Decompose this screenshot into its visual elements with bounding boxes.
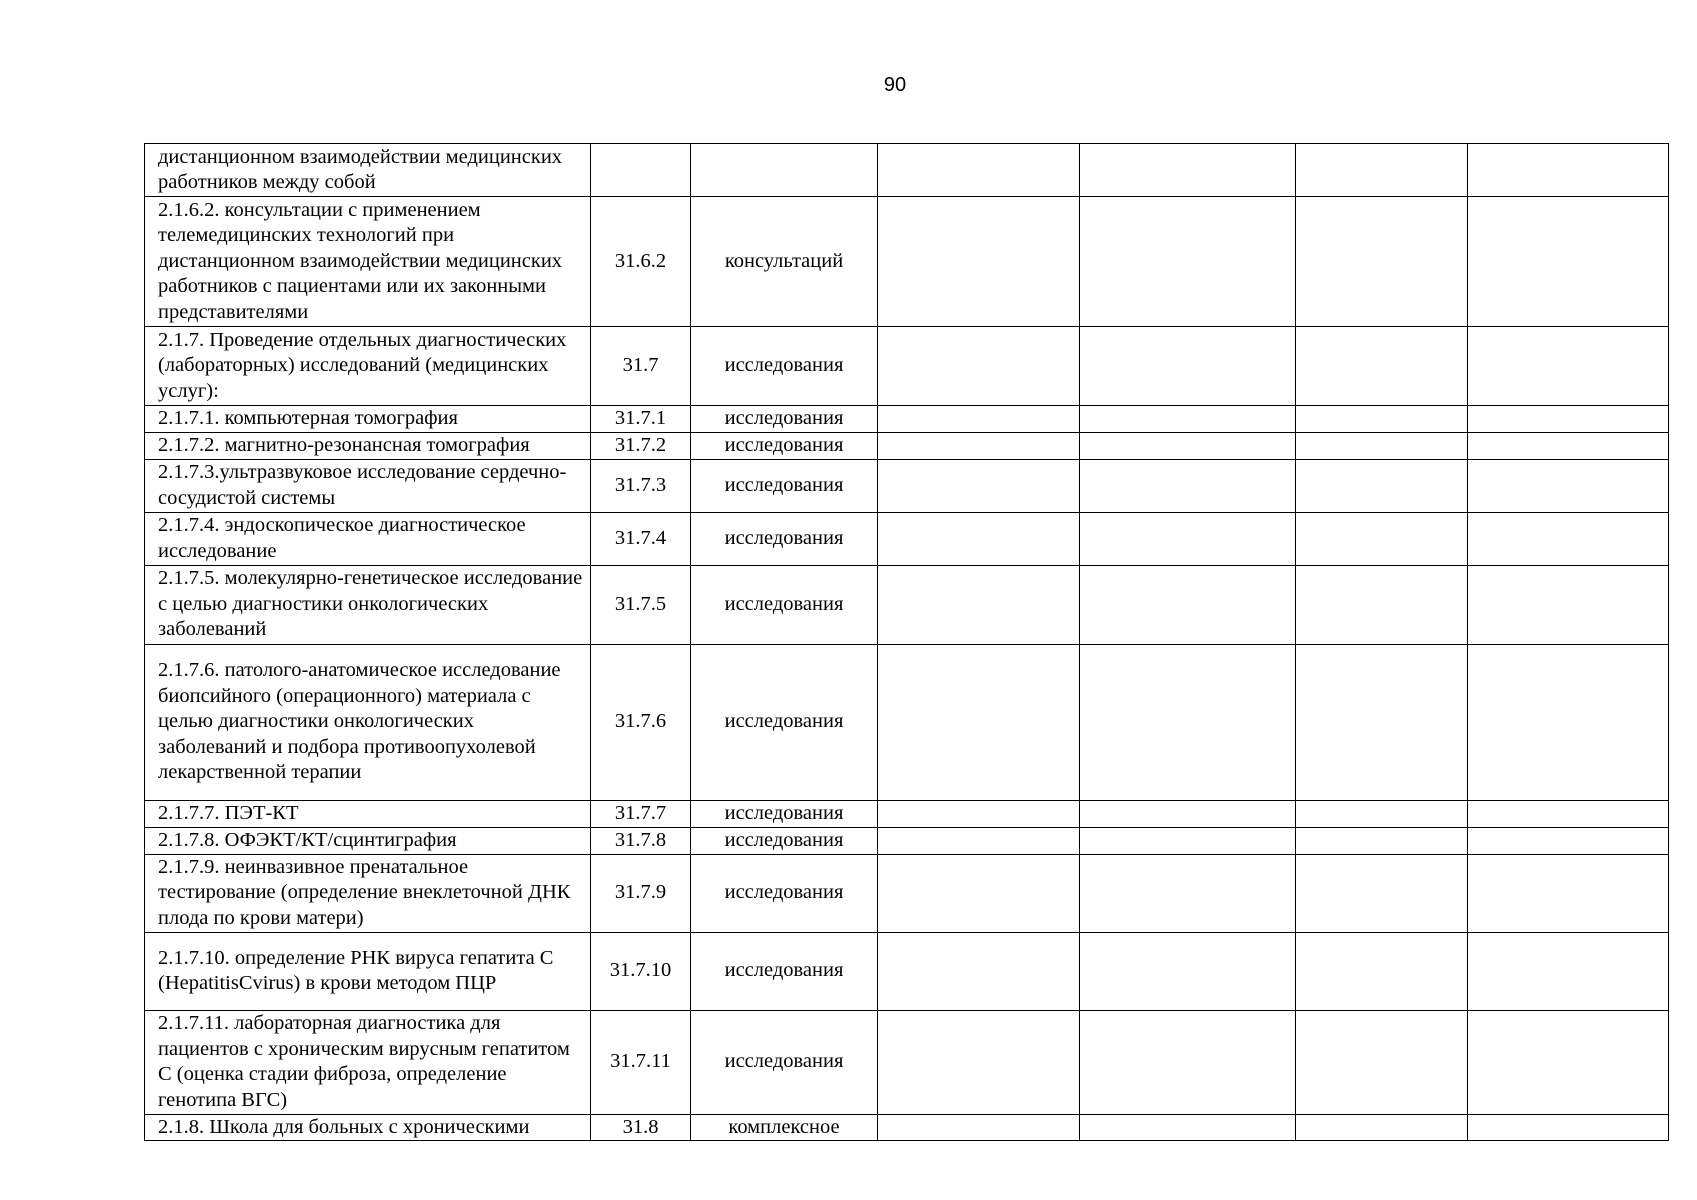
empty-cell [1296, 854, 1468, 932]
empty-cell [878, 565, 1080, 644]
service-name-cell: 2.1.7. Проведение отдельных диагностических (лабораторных) исследований (медицинских услуг): [145, 327, 591, 406]
empty-cell [1296, 433, 1468, 460]
service-code-cell: 31.6.2 [591, 197, 691, 327]
empty-cell [878, 433, 1080, 460]
empty-cell [1080, 565, 1296, 644]
empty-cell [1296, 565, 1468, 644]
empty-cell [1080, 197, 1296, 327]
empty-cell [1296, 932, 1468, 1010]
empty-cell [1296, 406, 1468, 433]
table-row [145, 644, 1669, 800]
empty-cell [1296, 800, 1468, 827]
service-code-cell: 31.7.2 [591, 433, 691, 460]
service-name-cell: 2.1.7.8. ОФЭКТ/КТ/сцинтиграфия [145, 827, 591, 854]
unit-cell: исследования [691, 406, 878, 433]
service-name-cell: 2.1.8. Школа для больных с хроническими [145, 1114, 591, 1141]
service-name-cell: 2.1.7.11. лабораторная диагностика для пациентов с хроническим вирусным гепатитом С (оценка стадии фиброза, определение генотипа ВГС) [145, 1010, 591, 1114]
unit-cell: исследования [691, 459, 878, 512]
service-code-cell: 31.7.3 [591, 459, 691, 512]
empty-cell [878, 1114, 1080, 1141]
service-name-cell: 2.1.7.10. определение РНК вируса гепатита С (HepatitisCvirus) в крови методом ПЦР [145, 932, 591, 1010]
table-row [145, 1010, 1669, 1114]
empty-cell [878, 144, 1080, 197]
empty-cell [1296, 459, 1468, 512]
empty-cell [878, 459, 1080, 512]
empty-cell [878, 644, 1080, 800]
empty-cell [1296, 644, 1468, 800]
empty-cell [1080, 854, 1296, 932]
unit-cell: исследования [691, 565, 878, 644]
unit-cell: исследования [691, 512, 878, 565]
service-name-cell: 2.1.6.2. консультации с применением телемедицинских технологий при дистанционном взаимодействии медицинских работников с пациентами или их законными представителями [145, 197, 591, 327]
table-row [145, 854, 1669, 932]
service-code-cell: 31.7.9 [591, 854, 691, 932]
service-code-cell: 31.7.6 [591, 644, 691, 800]
empty-cell [1080, 406, 1296, 433]
empty-cell [1080, 1114, 1296, 1141]
empty-cell [1080, 800, 1296, 827]
empty-cell [1080, 459, 1296, 512]
service-code-cell: 31.7.10 [591, 932, 691, 1010]
table-row [145, 459, 1669, 512]
empty-cell [1468, 144, 1669, 197]
empty-cell [878, 327, 1080, 406]
empty-cell [878, 1010, 1080, 1114]
empty-cell [1468, 932, 1669, 1010]
table-row [145, 1114, 1669, 1141]
empty-cell [1468, 1010, 1669, 1114]
empty-cell [1296, 512, 1468, 565]
empty-cell [1080, 1010, 1296, 1114]
empty-cell [878, 197, 1080, 327]
service-name-cell: дистанционном взаимодействии медицинских работников между собой [145, 144, 591, 197]
service-code-cell: 31.7.8 [591, 827, 691, 854]
unit-cell: исследования [691, 644, 878, 800]
empty-cell [1468, 644, 1669, 800]
service-code-cell: 31.7.1 [591, 406, 691, 433]
service-name-cell: 2.1.7.6. патолого-анатомическое исследование биопсийного (операционного) материала с целью диагностики онкологических заболеваний и подбора противоопухолевой лекарственной терапии [145, 644, 591, 800]
unit-cell: исследования [691, 1010, 878, 1114]
service-code-cell [591, 144, 691, 197]
service-name-cell: 2.1.7.1. компьютерная томография [145, 406, 591, 433]
unit-cell: исследования [691, 854, 878, 932]
service-code-cell: 31.8 [591, 1114, 691, 1141]
unit-cell: комплексное [691, 1114, 878, 1141]
empty-cell [1080, 827, 1296, 854]
empty-cell [1468, 433, 1669, 460]
empty-cell [1296, 827, 1468, 854]
unit-cell: исследования [691, 800, 878, 827]
service-name-cell: 2.1.7.2. магнитно-резонансная томография [145, 433, 591, 460]
unit-cell: исследования [691, 932, 878, 1010]
empty-cell [1468, 827, 1669, 854]
empty-cell [1468, 800, 1669, 827]
empty-cell [1468, 854, 1669, 932]
table-row [145, 433, 1669, 460]
empty-cell [878, 512, 1080, 565]
empty-cell [1080, 644, 1296, 800]
empty-cell [1468, 459, 1669, 512]
service-name-cell: 2.1.7.7. ПЭТ-КТ [145, 800, 591, 827]
unit-cell: консультаций [691, 197, 878, 327]
empty-cell [878, 406, 1080, 433]
service-code-cell: 31.7.5 [591, 565, 691, 644]
table-row [145, 932, 1669, 1010]
service-code-cell: 31.7.7 [591, 800, 691, 827]
empty-cell [878, 932, 1080, 1010]
empty-cell [878, 800, 1080, 827]
empty-cell [1296, 327, 1468, 406]
empty-cell [1296, 144, 1468, 197]
table-row [145, 565, 1669, 644]
service-name-cell: 2.1.7.4. эндоскопическое диагностическое исследование [145, 512, 591, 565]
empty-cell [1080, 433, 1296, 460]
empty-cell [1080, 512, 1296, 565]
service-name-cell: 2.1.7.5. молекулярно-генетическое исследование с целью диагностики онкологических заболеваний [145, 565, 591, 644]
empty-cell [1468, 327, 1669, 406]
empty-cell [1468, 512, 1669, 565]
unit-cell: исследования [691, 433, 878, 460]
services-table [144, 143, 1669, 1141]
table-row [145, 197, 1669, 327]
unit-cell: исследования [691, 327, 878, 406]
empty-cell [1468, 406, 1669, 433]
empty-cell [1080, 327, 1296, 406]
empty-cell [878, 827, 1080, 854]
table-row [145, 327, 1669, 406]
empty-cell [1080, 932, 1296, 1010]
service-code-cell: 31.7 [591, 327, 691, 406]
service-name-cell: 2.1.7.9. неинвазивное пренатальное тестирование (определение внеклеточной ДНК плода по крови матери) [145, 854, 591, 932]
unit-cell [691, 144, 878, 197]
service-code-cell: 31.7.4 [591, 512, 691, 565]
table-row [145, 512, 1669, 565]
table-row [145, 406, 1669, 433]
unit-cell: исследования [691, 827, 878, 854]
empty-cell [1296, 1114, 1468, 1141]
empty-cell [1468, 565, 1669, 644]
empty-cell [1468, 1114, 1669, 1141]
empty-cell [1468, 197, 1669, 327]
empty-cell [1080, 144, 1296, 197]
empty-cell [878, 854, 1080, 932]
table-row [145, 800, 1669, 827]
empty-cell [1296, 1010, 1468, 1114]
service-code-cell: 31.7.11 [591, 1010, 691, 1114]
table-row [145, 827, 1669, 854]
table-row [145, 144, 1669, 197]
empty-cell [1296, 197, 1468, 327]
service-name-cell: 2.1.7.3.ультразвуковое исследование сердечно-сосудистой системы [145, 459, 591, 512]
page-number: 90 [883, 74, 907, 96]
